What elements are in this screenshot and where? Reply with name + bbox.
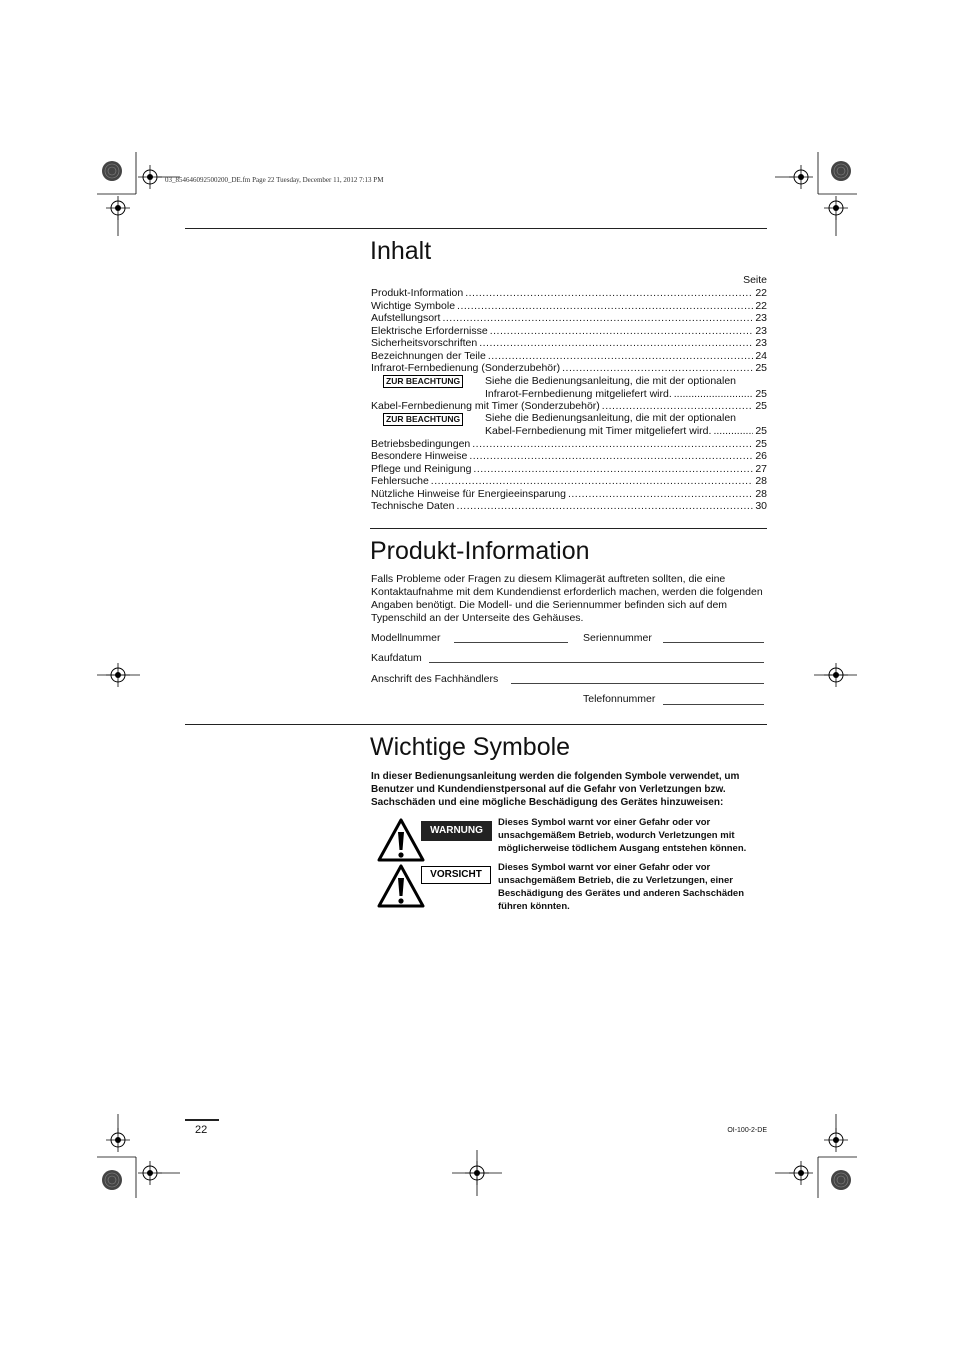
toc-entry[interactable]: Sicherheitsvorschriften ..... 23: [371, 337, 767, 350]
phone-label: Telefonnummer: [583, 693, 656, 705]
toc-entry[interactable]: Pflege und Reinigung ..... 27: [371, 463, 767, 476]
caution-triangle-icon: [377, 864, 425, 908]
symbols-title: Wichtige Symbole: [370, 733, 571, 761]
toc-entry[interactable]: Technische Daten ..... 30: [371, 500, 767, 513]
note-text: Siehe die Bedienungsanleitung, die mit der optionalen Kabel-Fernbedienung mit Timer mitgeliefert wird. ..... 25: [485, 412, 767, 437]
dealer-label: Anschrift des Fachhändlers: [371, 673, 499, 685]
toc-entry[interactable]: Aufstellungsort ..... 23: [371, 312, 767, 325]
note-text: Siehe die Bedienungsanleitung, die mit der optionalen Infrarot-Fernbedienung mitgeliefert wird. ..... 25: [485, 375, 767, 400]
warning-triangle-icon: [377, 818, 425, 862]
toc-entry[interactable]: Kabel-Fernbedienung mit Timer (Sonderzubehör) ..... 25: [371, 400, 767, 413]
toc-page-label: Seite: [743, 274, 767, 286]
phone-input-line[interactable]: [663, 704, 764, 705]
toc-entry[interactable]: Fehlersuche ..... 28: [371, 475, 767, 488]
toc-entry[interactable]: Wichtige Symbole ..... 22: [371, 300, 767, 313]
section-rule: [370, 528, 767, 529]
warning-tag: WARNUNG: [421, 821, 492, 841]
product-text: Falls Probleme oder Fragen zu diesem Klimagerät auftreten sollten, die eine Kontaktaufnahme mit dem Kundendienst erforderlich machen, werden die folgenden Angaben benötigt. Die Modell- und die Seriennummer befinden sich auf dem Typenschild an der Unterseite des Gehäuses.: [371, 573, 763, 624]
symbols-intro: In dieser Bedienungsanleitung werden die folgenden Symbole verwendet, um Benutzer und Kundendienstpersonal auf die Gefahr von Verletzungen bzw. Sachschäden und eine mögliche Beschädigung des Gerätes hinzuweisen:: [371, 771, 740, 808]
toc-entry[interactable]: Infrarot-Fernbedienung (Sonderzubehör) ..... 25: [371, 362, 767, 375]
top-rule: [185, 228, 767, 229]
serial-label: Seriennummer: [583, 632, 652, 644]
color-disc-icon: [102, 1170, 122, 1190]
date-input-line[interactable]: [429, 662, 764, 663]
page-number: 22: [195, 1124, 208, 1136]
caution-tag: VORSICHT: [421, 866, 491, 884]
toc-entry[interactable]: Nützliche Hinweise für Energieeinsparung ..... 28: [371, 488, 767, 501]
document-code: OI-100-2-DE: [727, 1127, 767, 1134]
model-label: Modellnummer: [371, 632, 441, 644]
dealer-input-line[interactable]: [511, 683, 764, 684]
color-disc-icon: [831, 1170, 851, 1190]
toc-title: Inhalt: [370, 237, 432, 265]
serial-input-line[interactable]: [663, 642, 764, 643]
product-title: Produkt-Information: [370, 537, 590, 565]
caution-text: Dieses Symbol warnt vor einer Gefahr oder vor unsachgemäßem Betrieb, die zu Verletzungen, einer Beschädigung des Gerätes und anderen Sachschäden führen könnten.: [498, 862, 745, 912]
toc-entry[interactable]: Produkt-Information ..... 22: [371, 287, 767, 300]
date-label: Kaufdatum: [371, 652, 422, 664]
file-info-header: 03_854646092500200_DE.fm Page 22 Tuesday, December 11, 2012 7:13 PM: [165, 176, 384, 184]
toc-entry[interactable]: Bezeichnungen der Teile ..... 24: [371, 350, 767, 363]
warning-text: Dieses Symbol warnt vor einer Gefahr oder vor unsachgemäßem Betrieb, wodurch Verletzungen mit möglicherweise tödlichem Ausgang entstehen können.: [498, 817, 747, 854]
section-rule: [185, 724, 767, 725]
toc-entry[interactable]: Besondere Hinweise ..... 26: [371, 450, 767, 463]
color-disc-icon: [831, 161, 851, 181]
note-tag: ZUR BEACHTUNG: [383, 413, 463, 426]
toc-entry[interactable]: Elektrische Erfordernisse ..... 23: [371, 325, 767, 338]
color-disc-icon: [102, 161, 122, 181]
note-tag: ZUR BEACHTUNG: [383, 375, 463, 388]
footer-rule: [185, 1119, 219, 1121]
model-input-line[interactable]: [454, 642, 568, 643]
toc-entry[interactable]: Betriebsbedingungen ..... 25: [371, 438, 767, 451]
